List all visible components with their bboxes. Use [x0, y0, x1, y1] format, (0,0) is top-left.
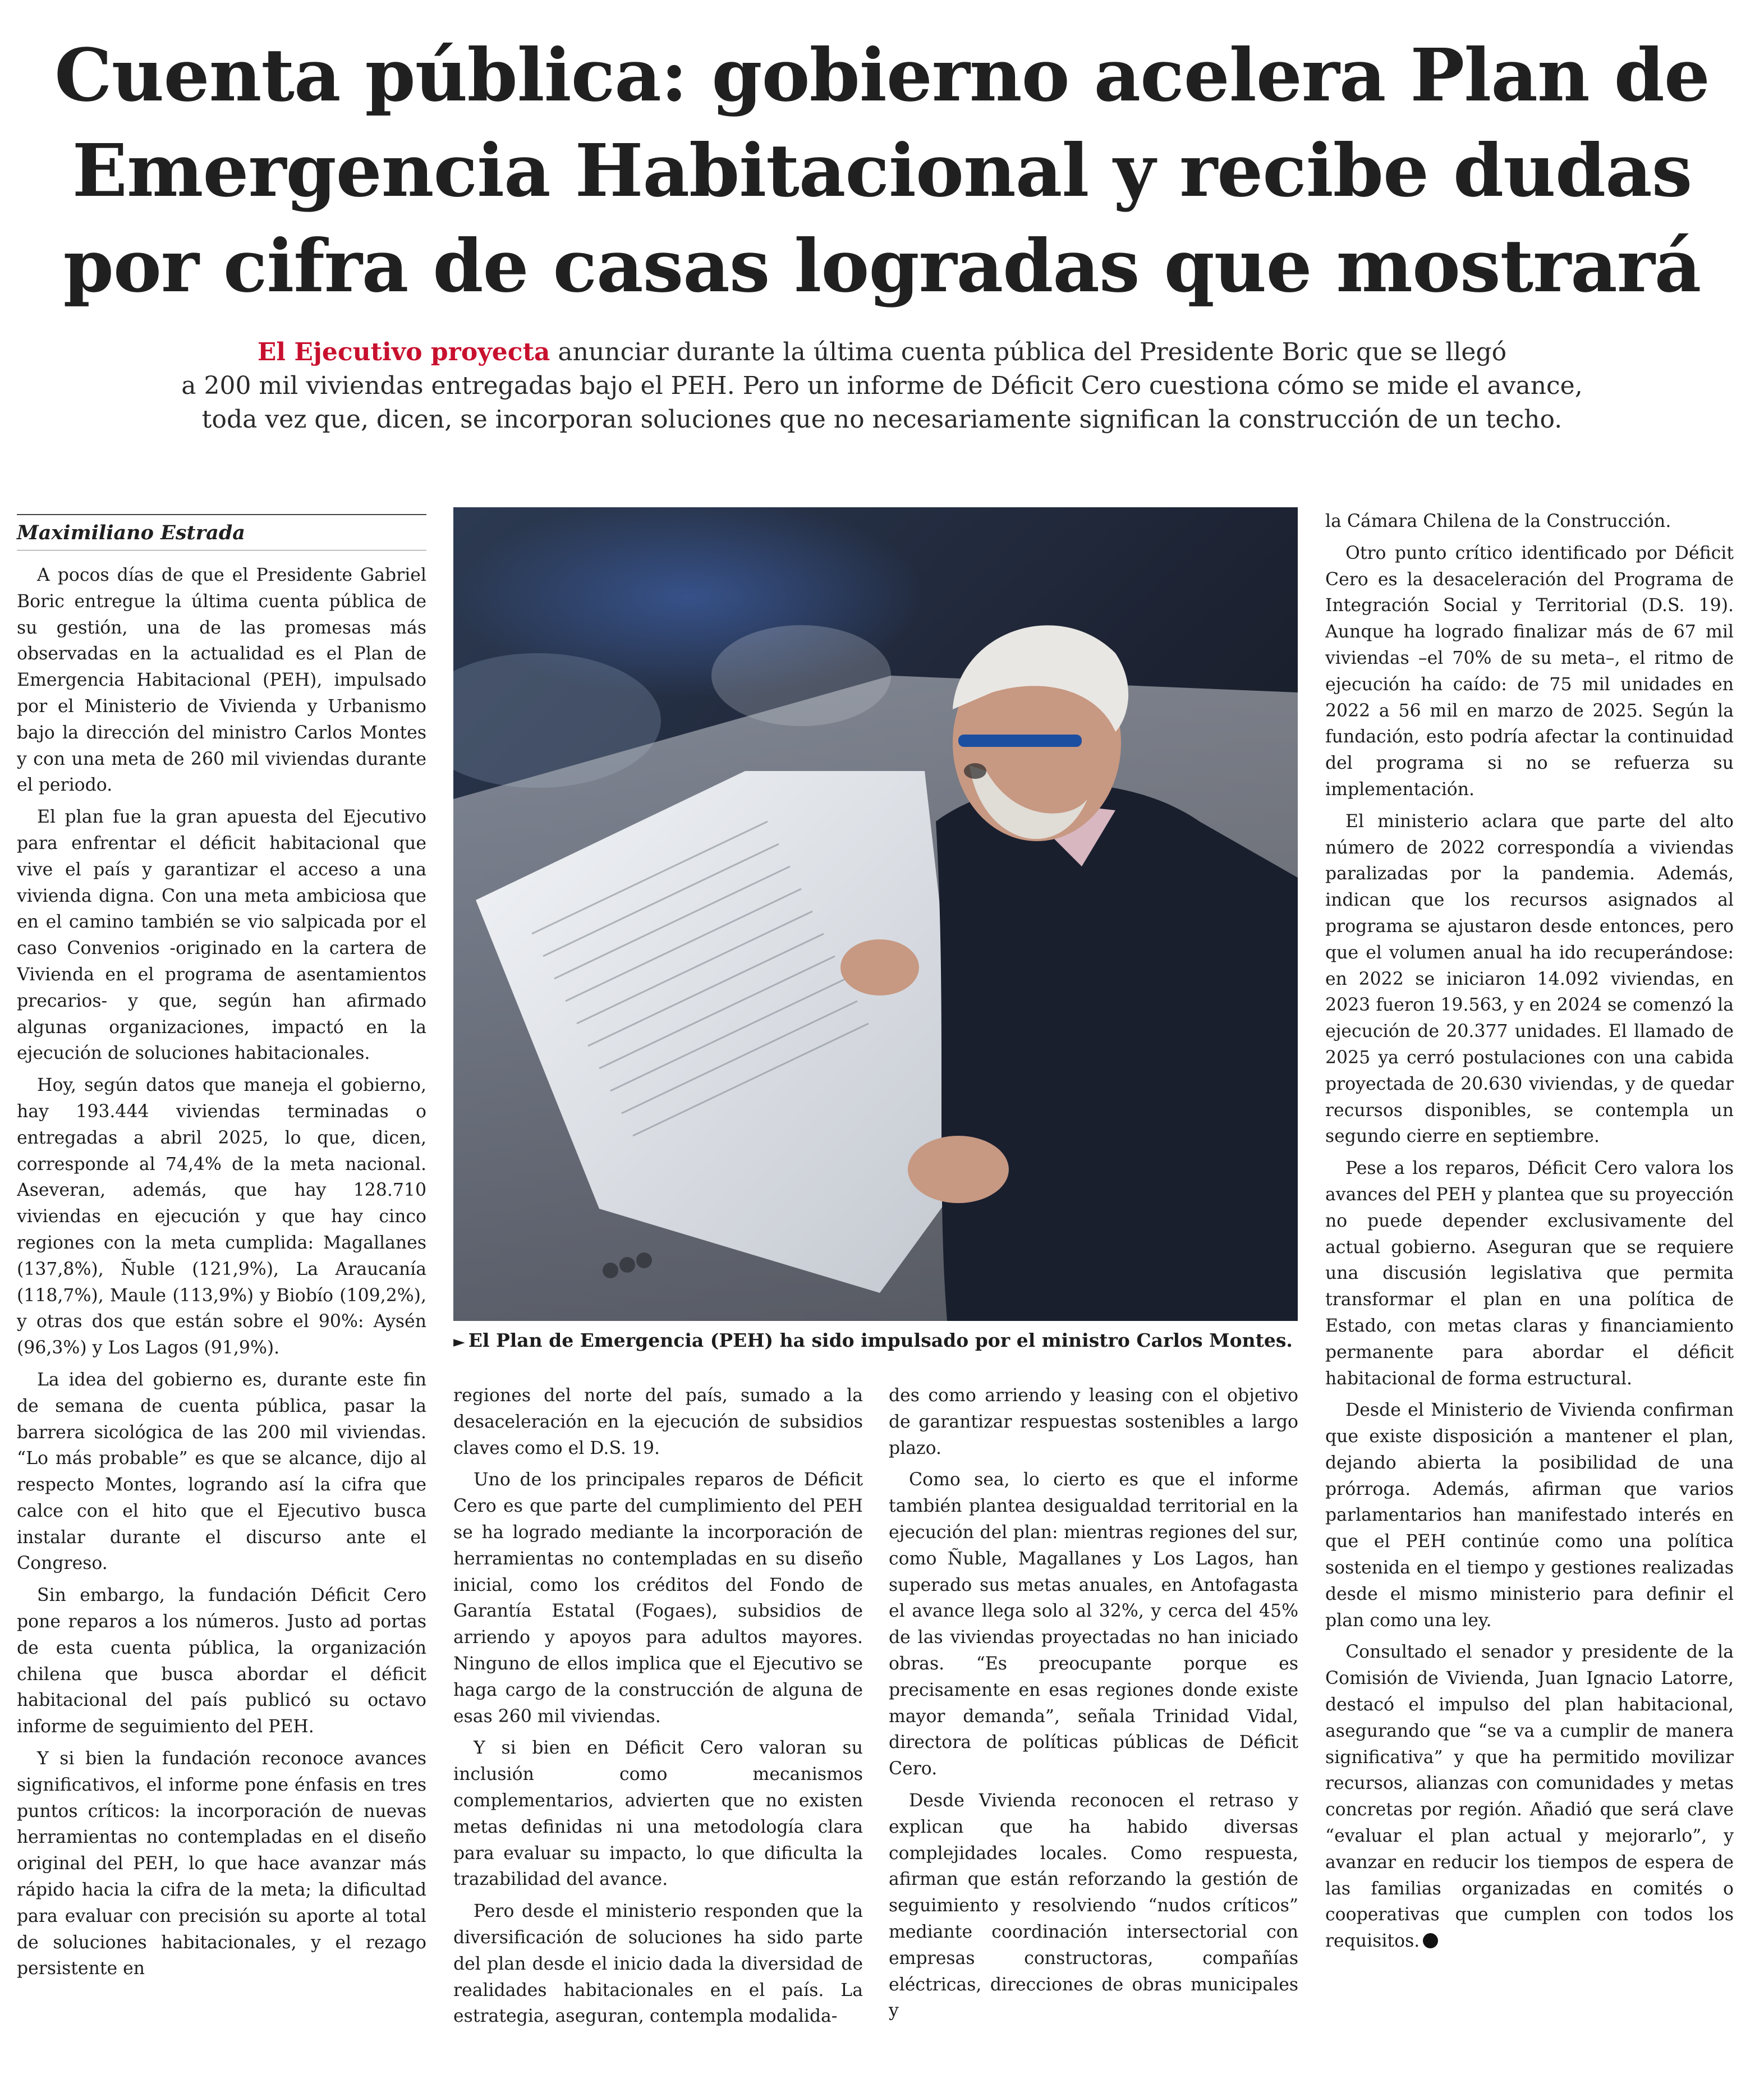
deck-summary [45, 336, 1719, 437]
deck-lead: El Ejecutivo proyecta [257, 338, 550, 366]
photo-caption [453, 1327, 1298, 1356]
paragraph: Uno de los principales reparos de Déficit Cero es que parte del cumplimiento del PEH se ha logrado mediante la incorporación de herramientas no contempladas en su diseño inicial, como los créditos del Fondo de Garantía Estatal (Fogaes), subsidios de arriendo y apoyos para adultos mayores. Ninguno de ellos implica que el Ejecutivo se haga cargo de la construcción de alguna de esas 260 mil viviendas. [453, 1470, 863, 1727]
paragraph: A pocos días de que el Presidente Gabriel Boric entregue la última cuenta pública de su gestión, una de las promesas más observadas en la actualidad es el Plan de Emergencia Habitacional (PEH), impulsado por el Ministerio de Vivienda y Urbanismo bajo la dirección del ministro Carlos Montes y con una meta de 260 mil viviendas durante el periodo. [17, 565, 426, 796]
paragraph: La idea del gobierno es, durante este fin de semana de cuenta pública, pasar la barrera sicológica de las 200 mil viviendas. “Lo más probable” es que se alcance, dijo al respecto Montes, logrando así la cifra que calce con el hito que el Ejecutivo busca instalar durante el discurso ante el Congreso. [17, 1369, 426, 1574]
headline [17, 28, 1747, 314]
paragraph: la Cámara Chilena de la Construcción. [1325, 511, 1671, 531]
paragraph: regiones del norte del país, sumado a la desaceleración en la ejecución de subsidios claves como el D.S. 19. [453, 1385, 863, 1458]
paragraph-text: Consultado el senador y presidente de la Comisión de Vivienda, Juan Ignacio Latorre, destacó el impulso del plan habitacional, asegurando que “se va a cumplir de manera significativa” y que ha permitido movilizar recursos, alianzas con comunidades y metas concretas por región. Añadió que será clave “evaluar el plan actual y mejorarlo”, y avanzar en reducir los tiempos de espera de las familias organizadas en comités o cooperativas que cumplen con todos los requisitos. [1325, 1642, 1734, 1952]
headline-line: Cuenta pública: gobierno acelera Plan de [54, 33, 1710, 118]
paragraph: Desde el Ministerio de Vivienda confirman que existe disposición a mantener el plan, dejando abierta la posibilidad de una prórroga. Además, afirman que varios parlamentarios han manifestado interés en que el PEH continúe como una política sostenida en el tiempo y gestiones realizadas desde el mismo ministerio para definir el plan como una ley. [1325, 1400, 1734, 1631]
byline-rule [17, 514, 426, 515]
paragraph: Como sea, lo cierto es que el informe también plantea desigualdad territorial en la ejecución del plan: mientras regiones del sur, como Ñuble, Magallanes y Los Lagos, han superado sus metas anuales, en Antofagasta el avance llega solo al 32%, y cerca del 45% de las viviendas proyectadas no han iniciado obras. “Es preocupante porque es precisamente en esas regiones donde existe mayor demanda”, señala Trinidad Vidal, directora de políticas públicas de Déficit Cero. [889, 1470, 1298, 1779]
paragraph: Otro punto crítico identificado por Déficit Cero es la desaceleración del Programa de Integración Social y Territorial (D.S. 19). Aunque ha logrado finalizar más de 67 mil viviendas –el 70% de su meta–, el ritmo de ejecución ha caído: de 75 mil unidades en 2022 a 56 mil en marzo de 2025. Según la fundación, esto podría afectar la continuidad del programa si no se refuerza su implementación. [1325, 543, 1734, 800]
paragraph: Hoy, según datos que maneja el gobierno, hay 193.444 viviendas terminadas o entregadas a abril 2025, lo que, dicen, corresponde al 74,4% de la meta nacional. Aseveran, además, que hay 128.710 viviendas en ejecución y que hay cinco regiones con la meta cumplida: Magallanes (137,8%), Ñuble (121,9%), La Araucanía (118,7%), Maule (113,9%) y Biobío (109,2%), y otras dos que están sobre el 90%: Aysén (96,3%) y Los Lagos (91,9%). [17, 1075, 426, 1359]
caption-arrow-icon: ► [453, 1333, 465, 1351]
end-of-article-icon [1423, 1933, 1438, 1948]
paragraph: Pese a los reparos, Déficit Cero valora los avances del PEH y plantea que su proyección no puede depender exclusivamente del actual gobierno. Aseguran que se requiere una discusión legislativa que permita transformar el plan en una política de Estado, con metas claras y financiamiento permanente para abordar el déficit habitacional de forma estructural. [1325, 1158, 1734, 1389]
paragraph: Pero desde el ministerio responden que la diversificación de soluciones ha sido parte del plan desde el inicio dada la diversidad de realidades habitacionales en el país. La estrategia, aseguran, contempla modalida- [453, 1901, 863, 2027]
paragraph: des como arriendo y leasing con el objetivo de garantizar respuestas sostenibles a largo plazo. [889, 1385, 1298, 1458]
headline-line: Emergencia Habitacional y recibe dudas [72, 129, 1692, 213]
paragraph: Y si bien en Déficit Cero valoran su inclusión como mecanismos complementarios, advierten que no existen metas definidas ni una metodología clara para evaluar su impacto, lo que dificulta la trazabilidad del avance. [453, 1738, 863, 1890]
article-column-1 [17, 562, 426, 2044]
paragraph: Y si bien la fundación reconoce avances significativos, el informe pone énfasis en tres puntos críticos: la incorporación de nuevas herramientas no contempladas en el diseño original del PEH, lo que hace avanzar más rápido hacia la cifra de la meta; la dificultad para evaluar con precisión su aporte al total de soluciones habitacionales, y el rezago persistente en [17, 1749, 426, 1979]
deck-line [45, 336, 1719, 369]
paragraph: El ministerio aclara que parte del alto número de 2022 correspondía a viviendas paralizadas por la pandemia. Además, indican que los recursos asignados al programa se ajustaron desde entonces, pero que el volumen anual ha ido recuperándose: en 2022 se iniciaron 14.092 viviendas, en 2023 fueron 19.563, y en 2024 se comenzó la ejecución de 20.377 unidades. El llamado de 2025 ya cerró postulaciones con una cabida proyectada de 20.630 viviendas, y de quedar recursos disponibles, se contempla un segundo cierre en septiembre. [1325, 811, 1734, 1147]
paragraph: Desde Vivienda reconocen el retraso y explican que ha habido diversas complejidades locales. Como respuesta, afirman que están reforzando la gestión de seguimiento y resolviendo “nudos críticos” mediante coordinación intersectorial con empresas constructoras, compañías eléctricas, direcciones de obras municipales y [889, 1790, 1298, 2021]
headline-line: por cifra de casas logradas que mostrará [63, 224, 1701, 309]
caption-text: El Plan de Emergencia (PEH) ha sido impulsado por el ministro Carlos Montes. [468, 1329, 1293, 1351]
article-column-3 [889, 1383, 1298, 2045]
paragraph: Sin embargo, la fundación Déficit Cero pone reparos a los números. Justo ad portas de esta cuenta pública, la organización chilena que busca abordar el déficit habitacional del país publicó su octavo informe de seguimiento del PEH. [17, 1585, 426, 1737]
photo-illustration [453, 507, 1298, 1321]
article-column-2 [453, 1383, 863, 2045]
deck-line: a 200 mil viviendas entregadas bajo el PEH. Pero un informe de Déficit Cero cuestiona cómo se mide el avance, [181, 371, 1583, 400]
byline: Maximiliano Estrada [17, 521, 245, 544]
article-photo [453, 507, 1298, 1321]
paragraph [1325, 1639, 1734, 1954]
deck-line: toda vez que, dicen, se incorporan soluciones que no necesariamente significan la construcción de un techo. [201, 405, 1563, 434]
article-column-4 [1325, 508, 1734, 2046]
paragraph: El plan fue la gran apuesta del Ejecutivo para enfrentar el déficit habitacional que vive el país y garantizar el acceso a una vivienda digna. Con una meta ambiciosa que en el camino también se vio salpicada por el caso Convenios -originado en la cartera de Vivienda en el programa de asentamientos precarios- y que, según han afirmado algunas organizaciones, impactó en la ejecución de soluciones habitacionales. [17, 807, 426, 1064]
deck-line-1-rest: anunciar durante la última cuenta pública del Presidente Boric que se llegó [550, 338, 1507, 366]
